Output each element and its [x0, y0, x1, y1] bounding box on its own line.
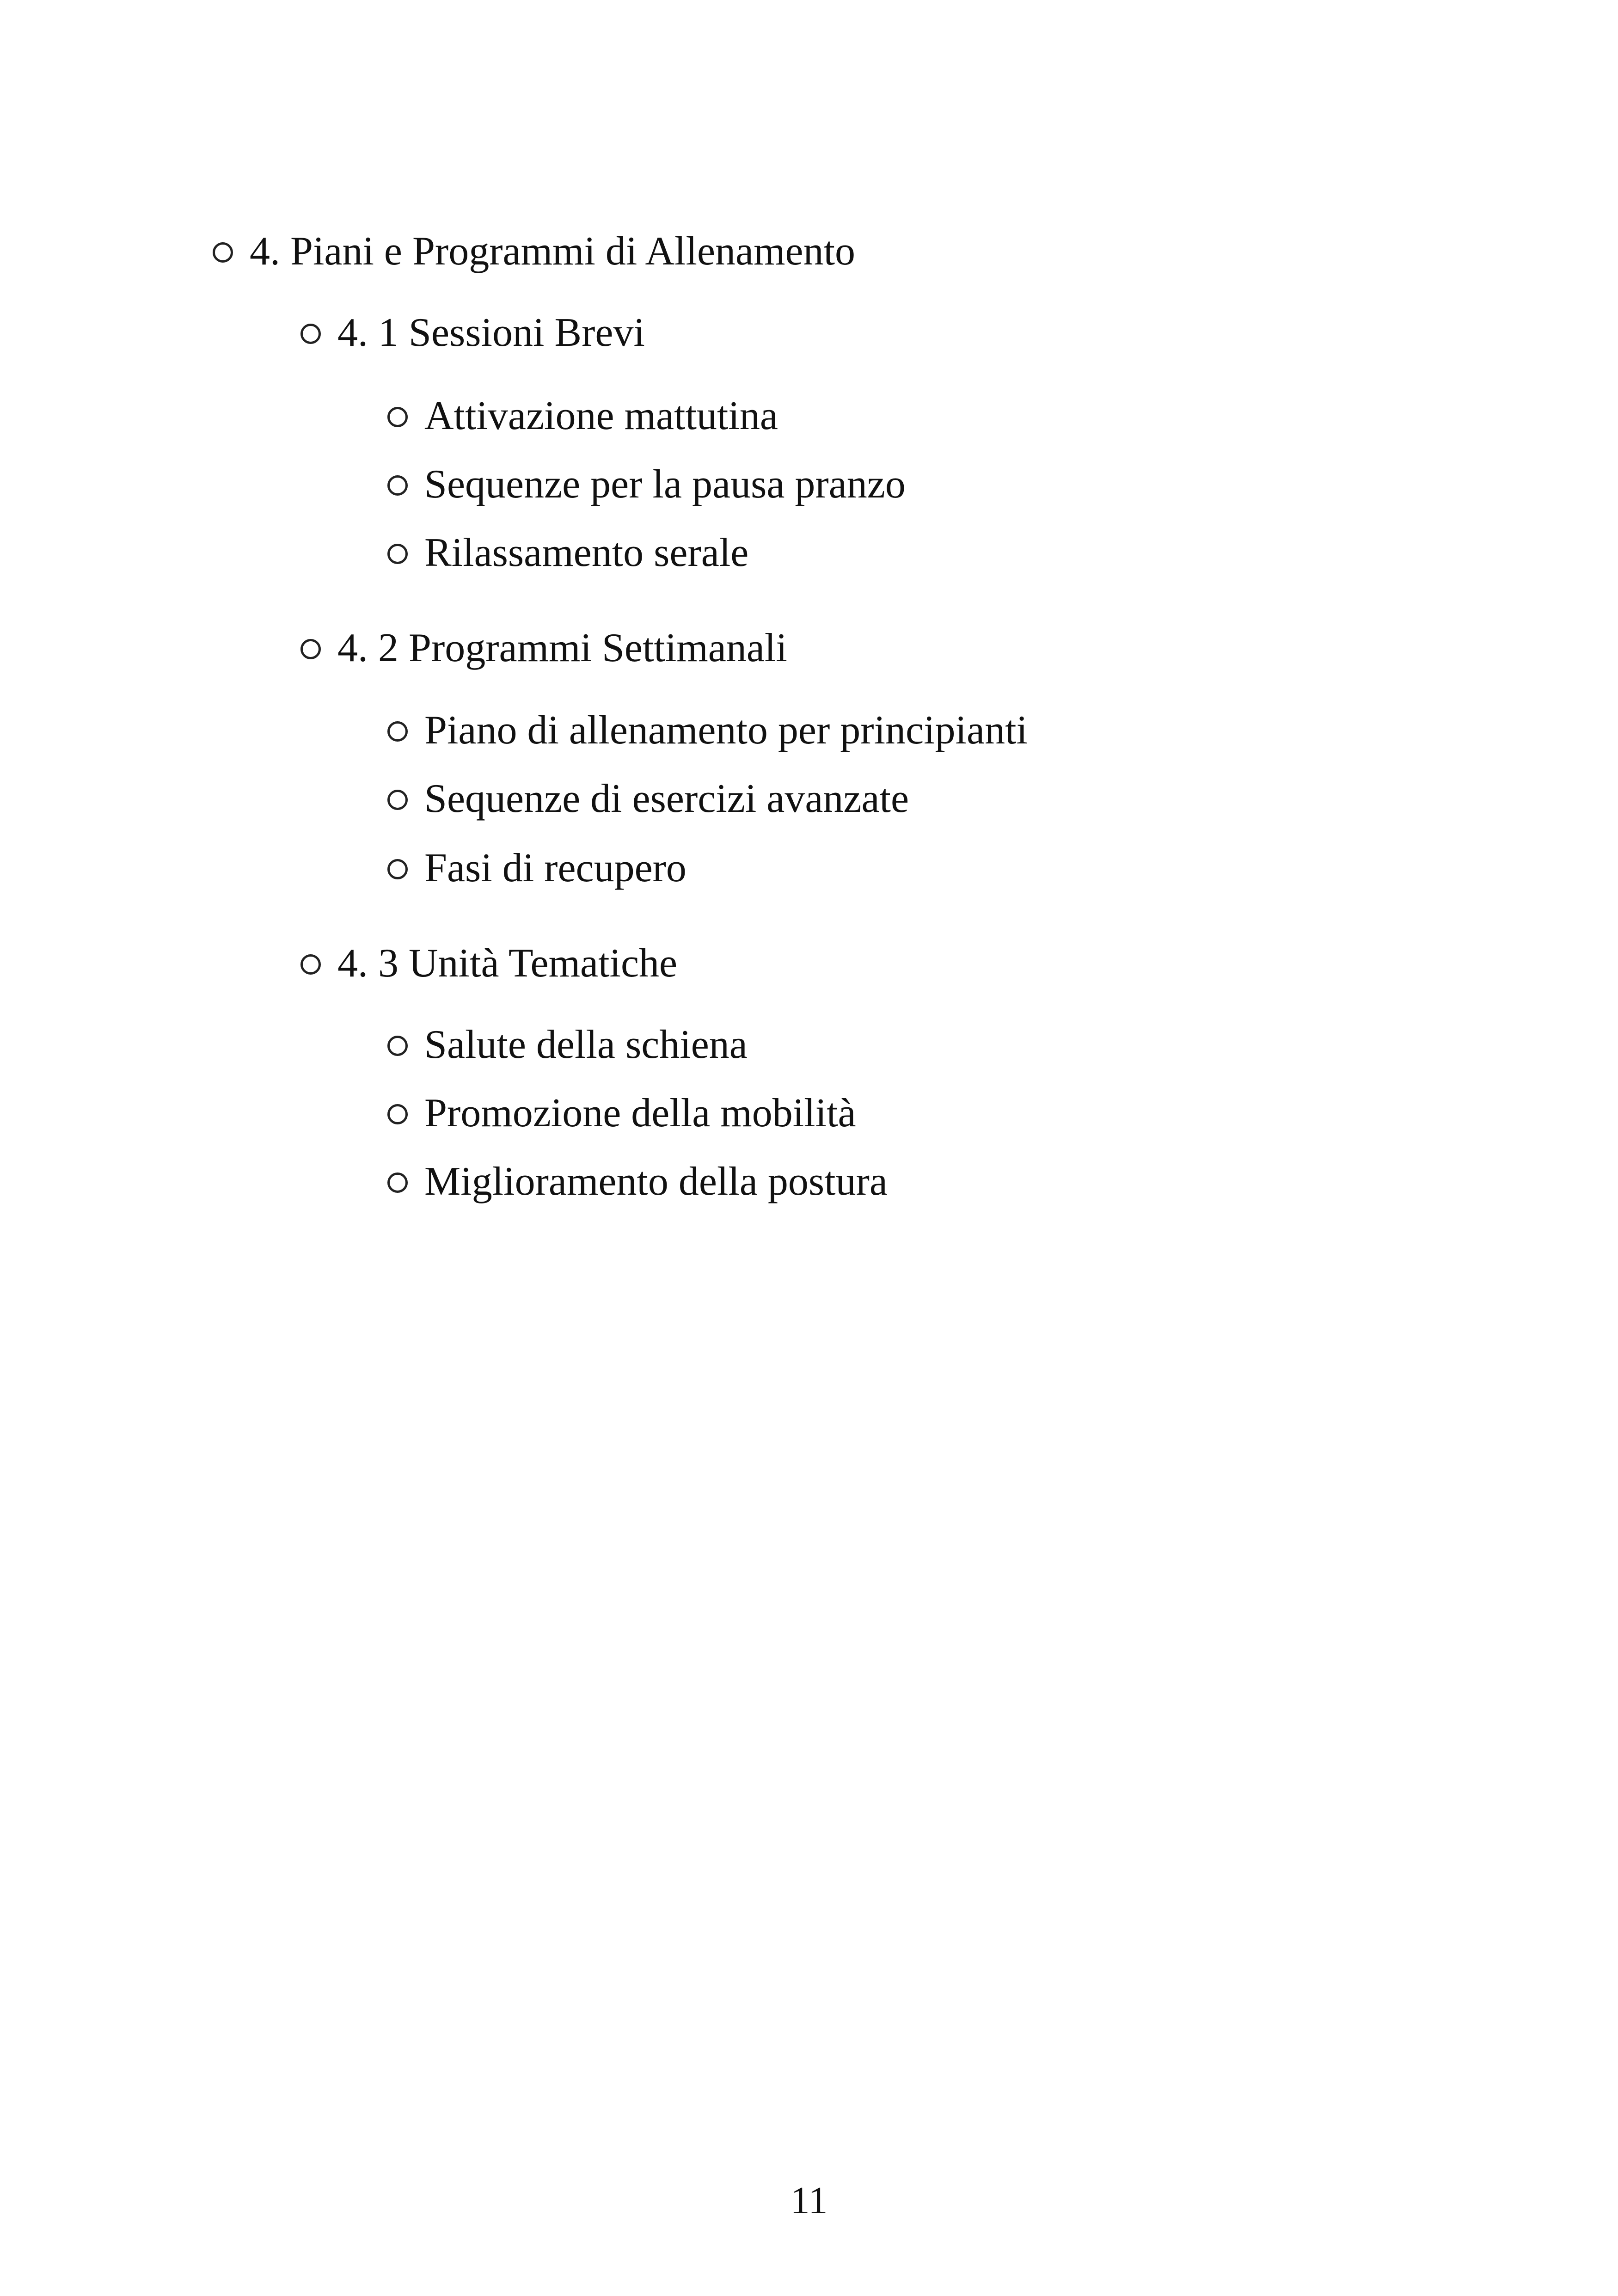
- hollow-bullet-icon: [387, 859, 408, 879]
- outline-subsection: [300, 943, 677, 984]
- item-text: Sequenze di esercizi avanzate: [424, 776, 909, 821]
- item-text: Miglioramento della postura: [424, 1159, 888, 1204]
- outline-item: [387, 1093, 856, 1134]
- outline-subsection: [300, 310, 645, 355]
- hollow-bullet-icon: [387, 790, 408, 810]
- hollow-bullet-icon: [300, 639, 321, 659]
- outline-item: [387, 393, 778, 438]
- hollow-bullet-icon: [387, 1036, 408, 1056]
- section-title: 4. Piani e Programmi di Allenamento: [250, 229, 856, 274]
- subsection-title: 4. 2 Programmi Settimanali: [337, 626, 787, 670]
- hollow-bullet-icon: [387, 407, 408, 427]
- item-text: Piano di allenamento per principianti: [424, 708, 1028, 753]
- outline-item: [387, 776, 909, 821]
- item-text: Attivazione mattutina: [424, 393, 778, 438]
- hollow-bullet-icon: [387, 544, 408, 564]
- hollow-bullet-icon: [213, 242, 233, 263]
- item-text: Fasi di recupero: [424, 846, 686, 890]
- hollow-bullet-icon: [387, 1173, 408, 1193]
- subsection-title: 4. 1 Sessioni Brevi: [337, 310, 645, 355]
- item-text: Salute della schiena: [424, 1022, 748, 1067]
- hollow-bullet-icon: [300, 954, 321, 975]
- outline-subsection: [300, 628, 787, 669]
- page-number: 11: [790, 2179, 828, 2222]
- hollow-bullet-icon: [387, 721, 408, 742]
- item-text: Rilassamento serale: [424, 530, 749, 575]
- outline-item: [387, 1022, 748, 1067]
- outline-item: [387, 1161, 888, 1202]
- outline-section: [213, 231, 855, 272]
- outline-item: [387, 464, 906, 505]
- hollow-bullet-icon: [387, 475, 408, 496]
- subsection-title: 4. 3 Unità Tematiche: [337, 941, 678, 986]
- item-text: Sequenze per la pausa pranzo: [424, 462, 906, 507]
- outline-item: [387, 848, 686, 889]
- item-text: Promozione della mobilità: [424, 1091, 856, 1136]
- hollow-bullet-icon: [387, 1104, 408, 1124]
- outline-item: [387, 530, 749, 575]
- outline-item: [387, 710, 1028, 751]
- hollow-bullet-icon: [300, 324, 321, 344]
